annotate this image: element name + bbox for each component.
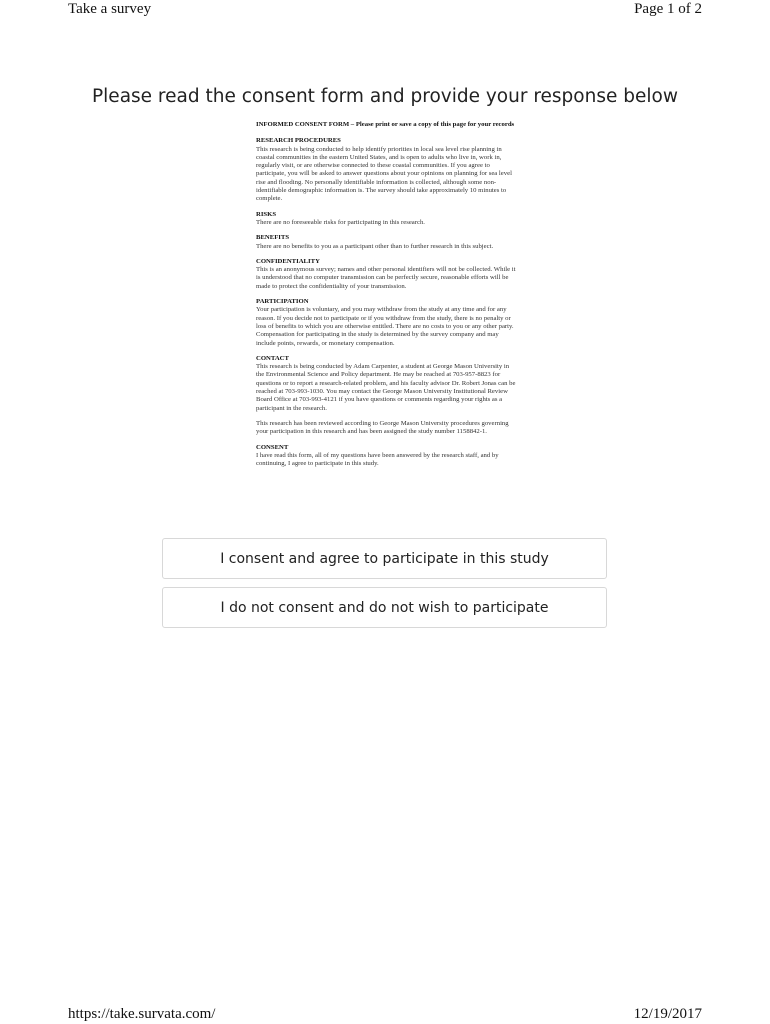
consent-section [256,234,518,251]
section-heading: PARTICIPATION [256,298,309,306]
section-body: This research has been reviewed according to George Mason University procedures governing your participation in this research and has been assigned the study number 1158842-1. [256,419,509,436]
section-heading: CONTACT [256,354,289,362]
section-heading: BENEFITS [256,234,290,242]
page-url: https://take.survata.com/ [68,1006,216,1022]
consent-button[interactable]: I consent and agree to participate in this study [162,538,607,579]
consent-section [256,355,518,413]
print-header [68,1,702,18]
page-heading: Please read the consent form and provide your response below [92,86,678,107]
consent-section [256,444,518,469]
consent-form-document [256,121,518,475]
section-body: This is an anonymous survey; names and other personal identifiers will not be collected. While it is understood that no computer transmission can be perfectly secure, reasonable efforts will be made to protect the confidentiality of your transmission. [256,266,516,290]
consent-section [256,298,518,348]
section-heading: RESEARCH PROCEDURES [256,137,341,145]
section-body: Your participation is voluntary, and you may withdraw from the study at any time and for any reason. If you decide not to participate or if you withdraw from the study, there is no penalty or loss of benefits to which you are otherwise entitled. There are no costs to you or any other party. Compensation for participating in the study is determined by the survey company and may include points, rewards, or monetary compensation. [256,306,514,347]
consent-section [256,211,518,228]
section-body: This research is being conducted to help identify priorities in local sea level rise planning in coastal communities in the eastern United States, and is open to adults who live in, work in, regularly visit, or are otherwise connected to these coastal communities. If you agree to participate, you will be asked to answer questions about your opinions on planning for sea level rise and flooding. No personally identifiable information is collected, although some non-identifiable demographic information is. The survey should take approximately 10 minutes to complete. [256,145,512,203]
consent-form-title: INFORMED CONSENT FORM – Please print or save a copy of this page for your records [256,121,515,128]
section-heading: CONSENT [256,443,289,451]
consent-section [256,137,518,203]
consent-section [256,420,518,437]
print-date: 12/19/2017 [633,1006,702,1022]
section-heading: RISKS [256,210,277,218]
consent-section [256,258,518,291]
section-heading: CONFIDENTIALITY [256,257,320,265]
section-body: There are no foreseeable risks for participating in this research. [256,218,425,226]
section-body: This research is being conducted by Adam Carpenter, a student at George Mason University in the Environmental Science and Policy department. He may be reached at 703-957-8823 for questions or to report a research-related problem, and his faculty advisor Dr. Robert Jonas can be reached at 703-993-1030. You may contact the George Mason University Institutional Review Board Office at 703-993-4121 if you have questions or comments regarding your rights as a participant in the research. [256,363,516,412]
print-header-title: Take a survey [68,1,152,17]
page-number: Page 1 of 2 [634,1,702,17]
decline-button[interactable]: I do not consent and do not wish to participate [162,587,607,628]
section-body: There are no benefits to you as a participant other than to further research in this subject. [256,242,494,250]
section-body: I have read this form, all of my questions have been answered by the research staff, and by continuing, I agree to participate in this study. [256,451,499,468]
print-footer [68,1006,702,1023]
